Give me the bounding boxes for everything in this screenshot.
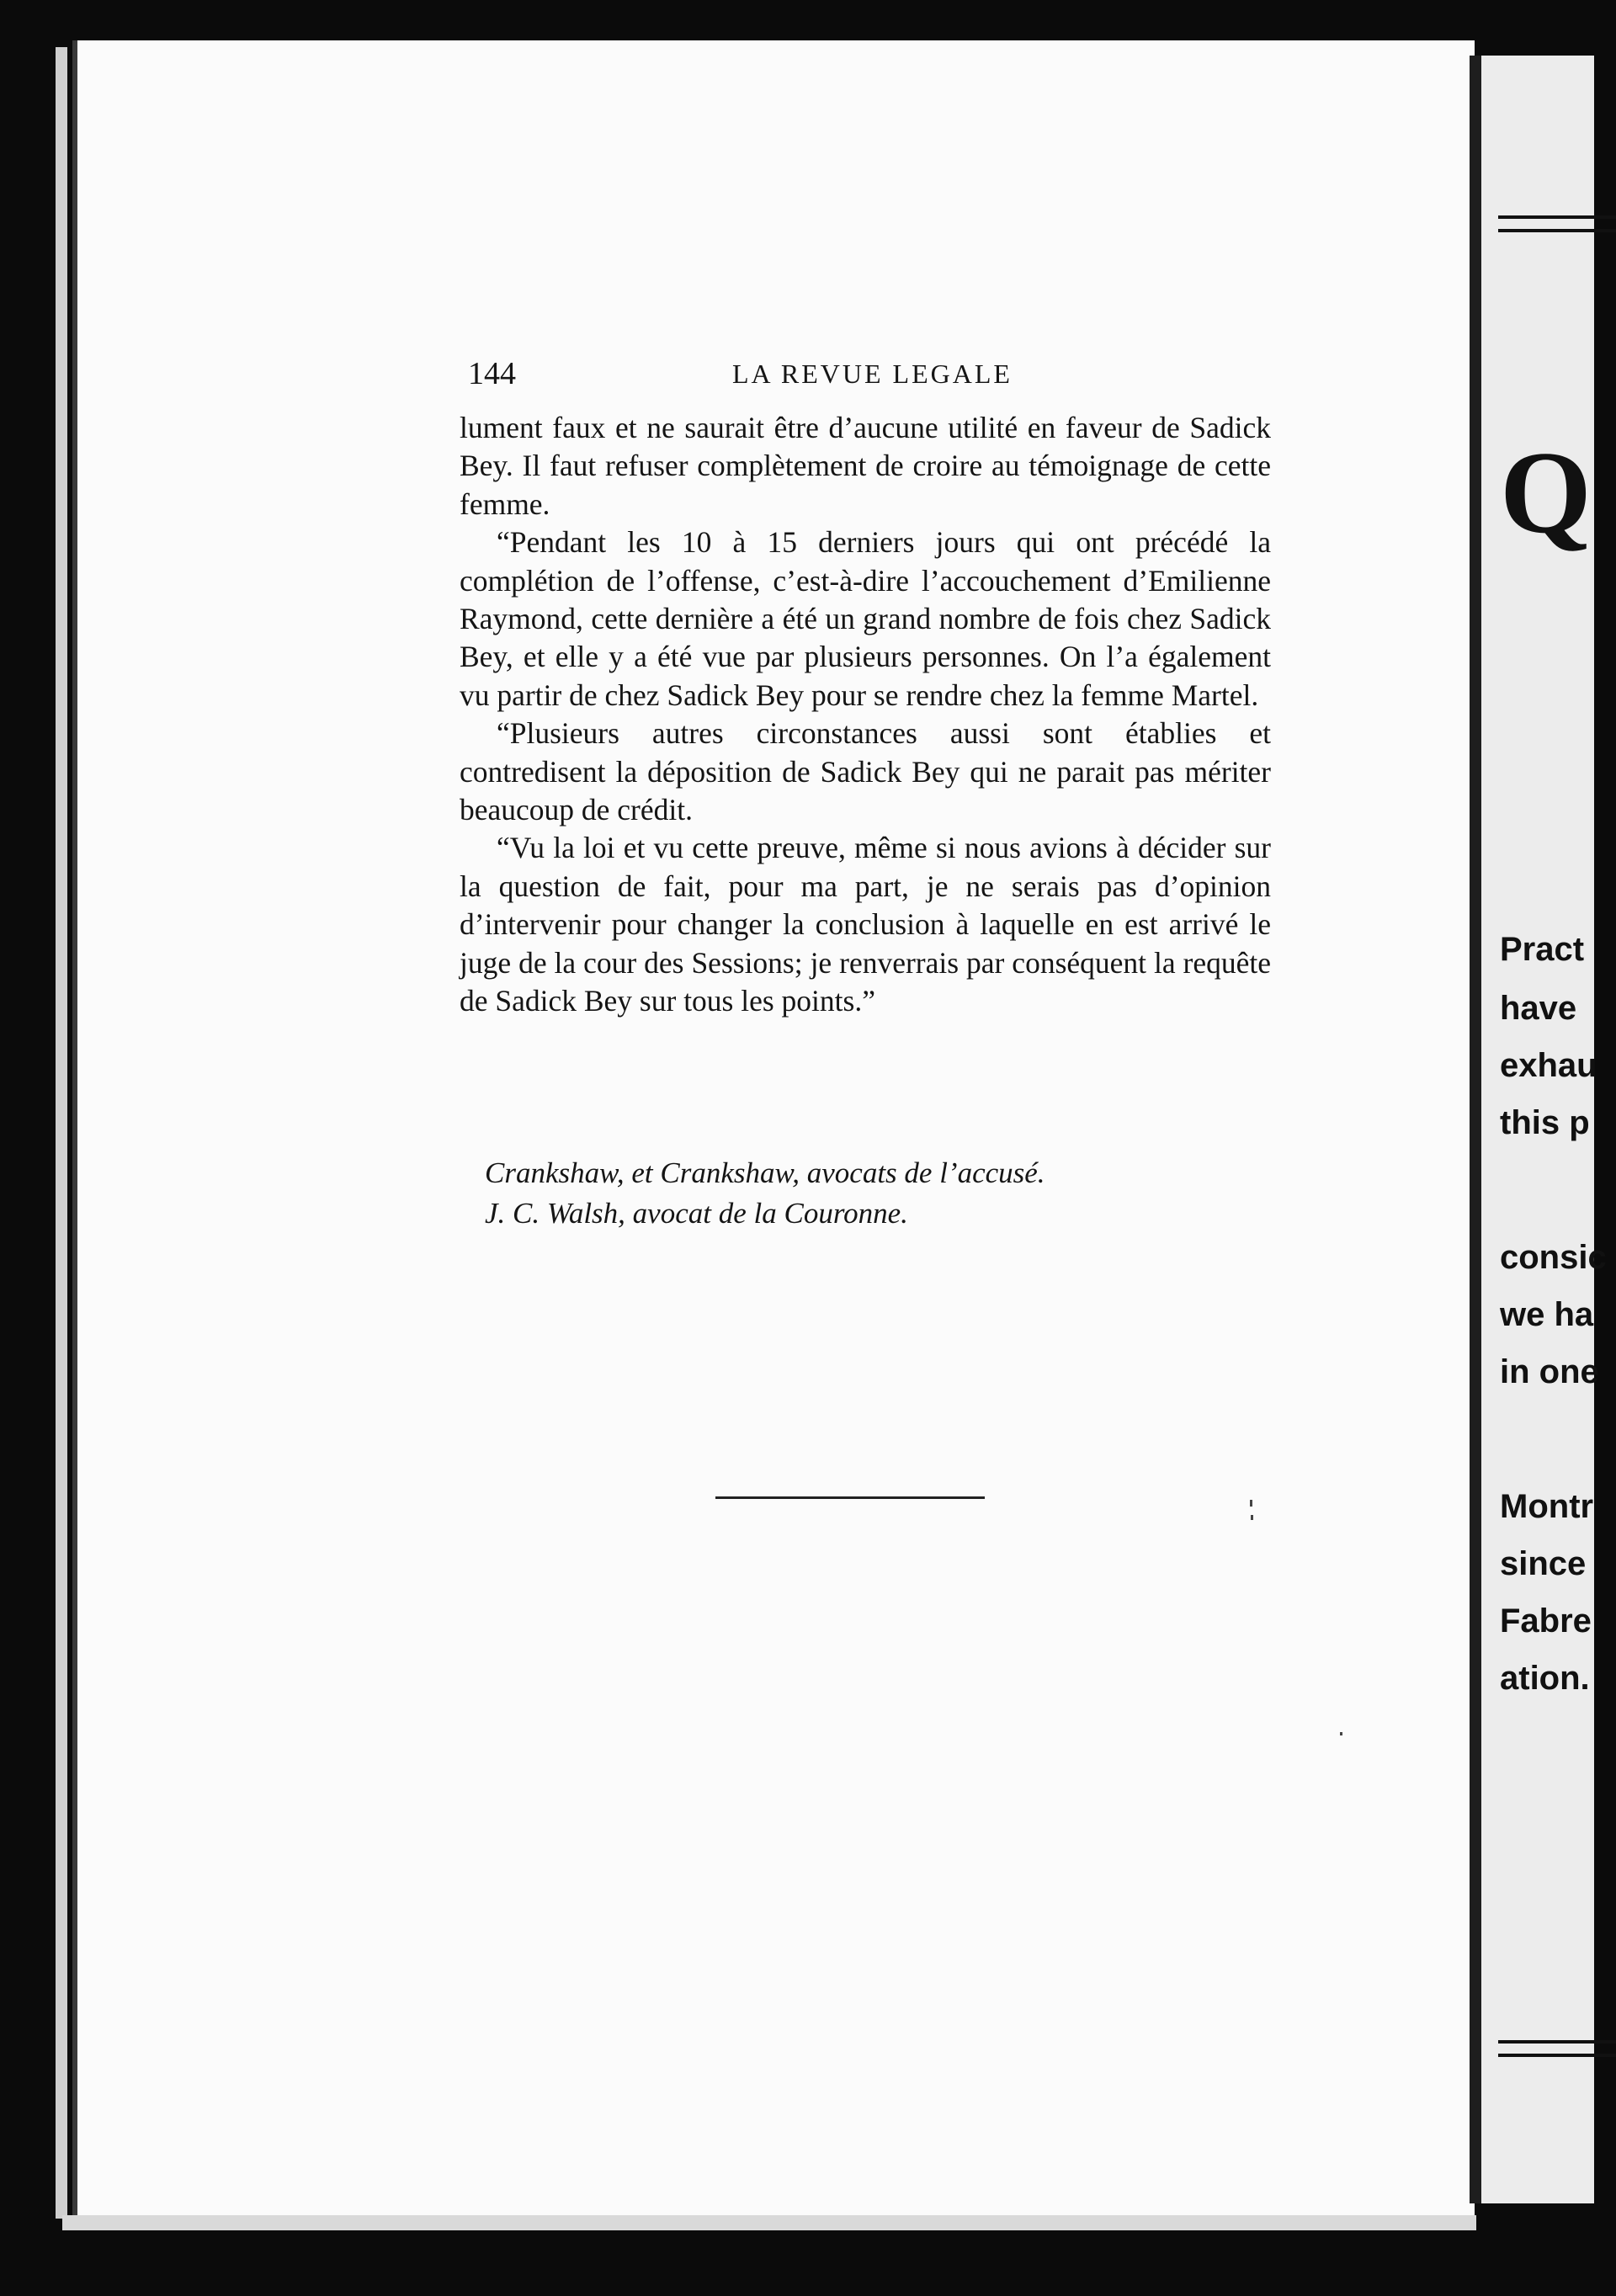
adjacent-page-line: we ha	[1500, 1296, 1594, 1333]
page-header	[396, 355, 1271, 392]
page-number: 144	[468, 356, 516, 391]
adjacent-page-rule-bottom	[1498, 2040, 1616, 2057]
scan-speck	[1251, 1515, 1253, 1520]
body-text	[460, 409, 1271, 1021]
paragraph: lument faux et ne saurait être d’aucune utilité en faveur de Sadick Bey. Il faut refuser complètement de croire au témoignage de cette femme.	[460, 411, 1271, 521]
scan-speck	[1250, 1500, 1252, 1507]
adjacent-page-line: consic	[1500, 1239, 1607, 1276]
adjacent-page-line: since	[1500, 1545, 1587, 1582]
page-edge	[56, 47, 67, 2219]
paragraph: “Plusieurs autres circonstances aussi sont établies et contredisent la déposition de Sadick Bey qui ne parait pas mériter beaucoup de crédit.	[460, 716, 1271, 827]
adjacent-page	[1470, 56, 1607, 2203]
adjacent-page-line: in one	[1500, 1353, 1599, 1390]
adjacent-page-heading: Q	[1500, 428, 1592, 558]
adjacent-page-rule-top	[1498, 215, 1616, 232]
scan-speck	[1340, 1732, 1342, 1735]
adjacent-page-line: Fabre	[1500, 1602, 1592, 1640]
adjacent-page-line: exhau	[1500, 1047, 1597, 1084]
paragraph: “Vu la loi et vu cette preuve, même si nous avions à décider sur la question de fait, pour ma part, je ne serais pas d’opinion d’intervenir pour changer la conclusion à laquelle en est arrivé le juge de la cour des Sessions; je renverrais par conséquent la requête de Sadick Bey sur tous les points.”	[460, 831, 1271, 1018]
section-divider	[715, 1496, 985, 1499]
defense-counsel-signature: Crankshaw, et Crankshaw, avocats de l’accusé.	[485, 1156, 1045, 1189]
adjacent-page-line: ation.	[1500, 1660, 1590, 1697]
crown-counsel-signature: J. C. Walsh, avocat de la Couronne.	[485, 1197, 908, 1230]
paragraph: “Pendant les 10 à 15 derniers jours qui ont précédé la complétion de l’offense, c’est-à-dire l’accouchement d’Emilienne Raymond, cette dernière a été un grand nombre de fois chez Sadick Bey, et elle y a été vue par plusieurs personnes. On l’a également vu partir de chez Sadick Bey pour se rendre chez la femme Martel.	[460, 525, 1271, 712]
page-bottom-edge	[62, 2215, 1476, 2230]
adjacent-page-line: this p	[1500, 1104, 1590, 1141]
running-title: LA REVUE LEGALE	[732, 359, 1013, 389]
adjacent-page-line: Montr	[1500, 1488, 1594, 1525]
adjacent-page-line: have	[1500, 990, 1577, 1027]
adjacent-page-line: Pract	[1500, 931, 1585, 968]
